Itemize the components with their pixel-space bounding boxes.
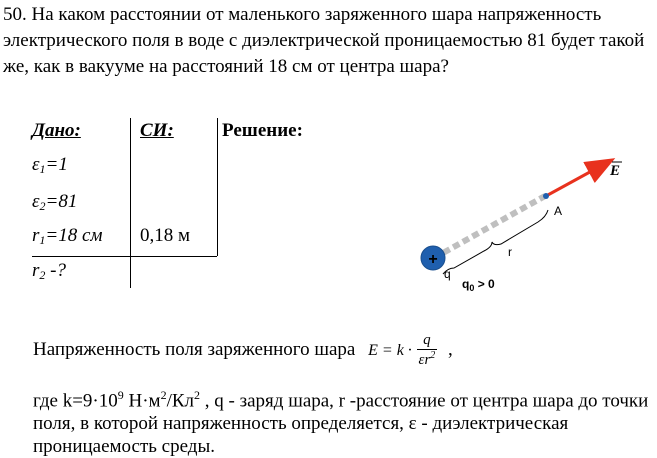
explanation-line-1: где $k=9\cdot 10^9$ $Н\cdot м^2/Кл^2$ , q - заряд шара, r -расстояние от центра шара до точки <box>33 388 649 412</box>
distance-label: r <box>508 245 512 259</box>
charge-condition: $q_0 > 0$ <box>462 277 495 293</box>
given-epsilon1: $\varepsilon_1=1$ <box>32 154 68 176</box>
field-strength-line: Напряженность поля заряженного шара E = k · $\frac{q}{\varepsilon r^2}$ , <box>33 332 453 368</box>
given-r1: $r_1=18$ см <box>32 225 103 247</box>
charge-plus-sign: + <box>428 251 438 268</box>
column-divider-1 <box>130 118 131 288</box>
field-vector-arrow <box>546 161 610 196</box>
given-separator <box>32 256 217 257</box>
distance-brace <box>443 210 548 274</box>
given-si-table <box>32 118 217 288</box>
field-diagram <box>410 150 650 300</box>
find-r2: $r_2$ -? <box>32 260 66 282</box>
vector-e-label: E <box>610 163 621 179</box>
charge-q-label: q <box>444 267 451 281</box>
dashed-radius-line <box>434 196 545 258</box>
problem-statement: 50. На каком расстоянии от маленького заряженного шара напряженность электрического поля в воде с диэлектрической проницаемостью 81 будет такой же, как в вакууме на расстояний 18 см от центра шара? <box>3 4 645 77</box>
explanation-line-2: поля, в которой напряженность определяется, ε - диэлектрическая <box>33 413 569 435</box>
si-header: СИ: <box>140 120 174 141</box>
solution-title: Решение: <box>222 120 303 141</box>
column-divider-2 <box>217 118 218 256</box>
given-epsilon2: $\varepsilon_2=81$ <box>32 191 78 213</box>
explanation-paragraph <box>33 384 648 458</box>
given-header: Дано: <box>32 120 81 141</box>
point-a-dot <box>543 193 549 199</box>
explanation-line-3: проницаемость среды. <box>33 436 215 458</box>
point-a-label: A <box>554 204 563 218</box>
formula-fraction: $\frac{q}{\varepsilon r^2}$ <box>418 332 436 368</box>
si-r1-value: 0,18 м <box>140 225 191 246</box>
